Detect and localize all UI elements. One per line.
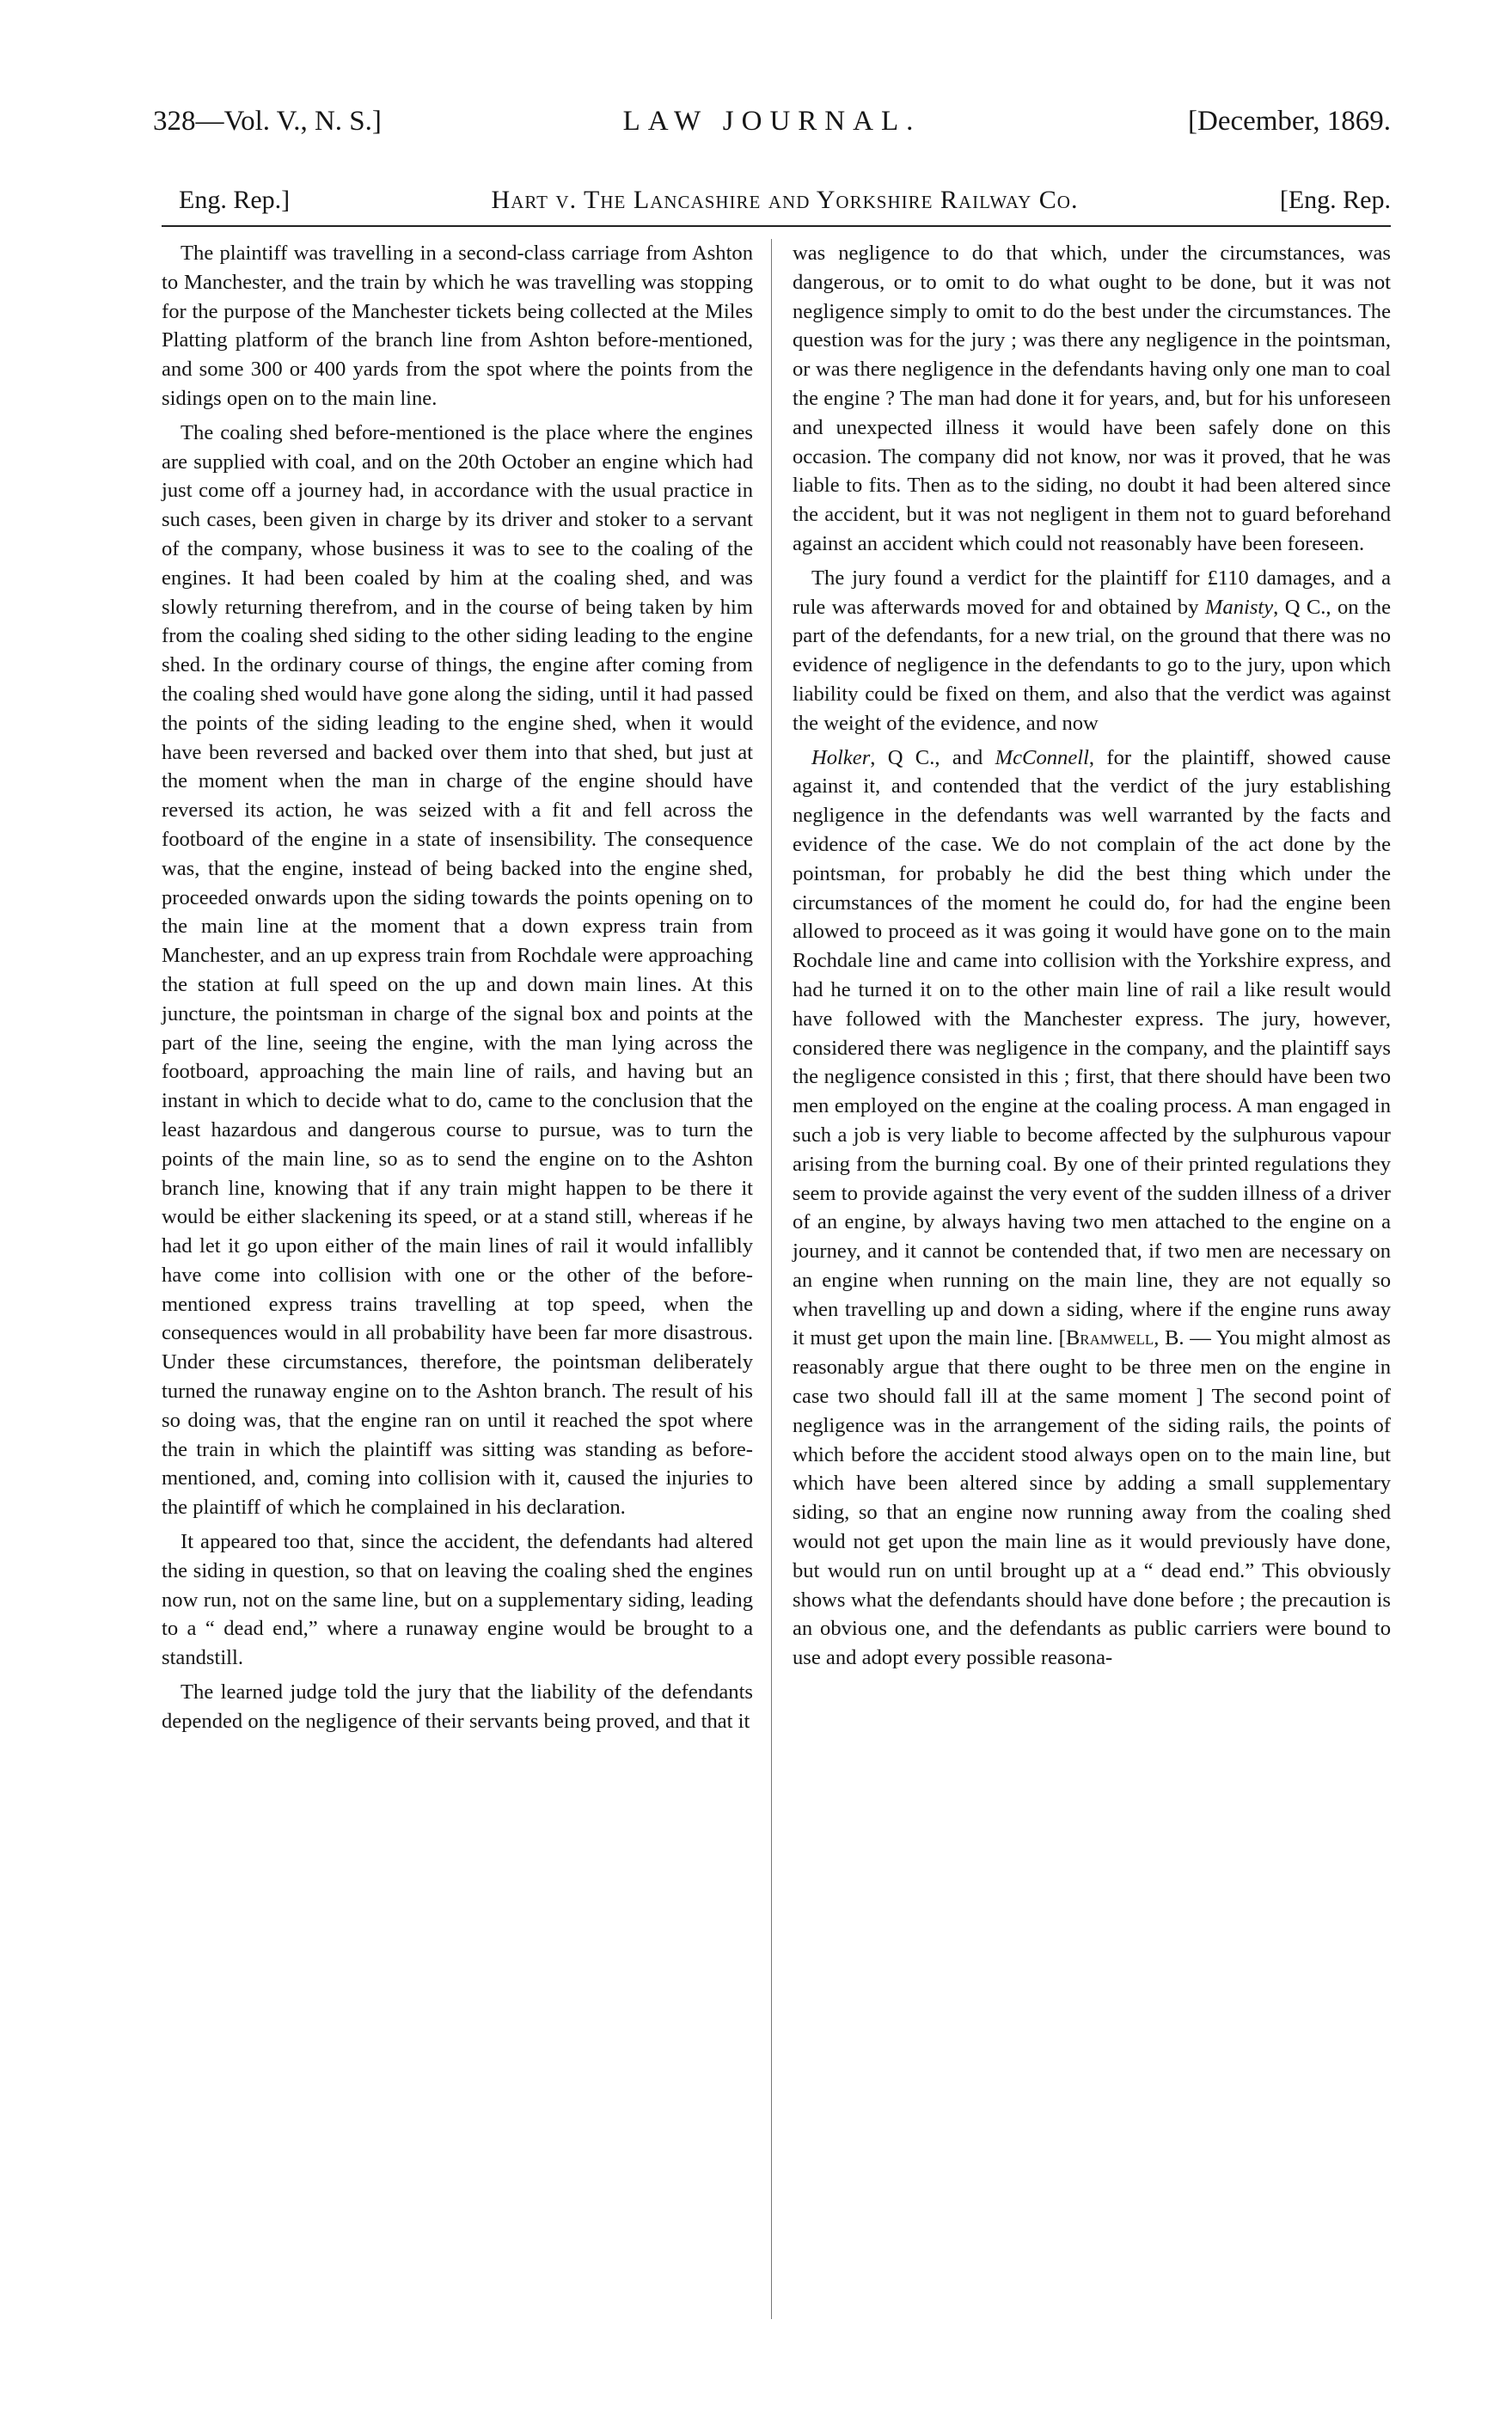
- right-column: [793, 239, 1391, 1678]
- text-run: , Q C., and: [870, 745, 983, 769]
- paragraph: was negligence to do that which, under the circumstances, was dangerous, or to omit to do what ought to be done, but it was not negligence simply to omit to do the best under the circumstances. The question was for the jury ; was there any negligence in the pointsman, or was there negligence in the defendants having only one man to coal the engine ? The man had done it for years, and, but for his unforeseen and unexpected illness it would have been safely done on this occasion. The company did not know, nor was it proved, that he was liable to fits. Then as to the siding, no doubt it had been altered since the accident, but it was not negligent in them not to guard beforehand against an accident which could not reasonably have been foreseen.: [793, 242, 1391, 555]
- left-column: [162, 239, 753, 1741]
- report-label-right: [Eng. Rep.: [1279, 186, 1391, 214]
- case-header: [179, 181, 1391, 220]
- paragraph: The learned judge told the jury that the liability of the defendants depended on the negligence of their servants being proved, and that it: [162, 1680, 753, 1733]
- counsel-name: McConnell: [995, 745, 1089, 769]
- judge-name: Bramwell, B.: [1065, 1326, 1185, 1350]
- paragraph: [793, 564, 1391, 738]
- paragraph: It appeared too that, since the accident, the defendants had altered the siding in question, so that on leaving the coaling shed the engines now run, not on the same line, but on a supplementary siding, leading to a “ dead end,” where a runaway engine would be brought to a standstill.: [162, 1530, 753, 1670]
- counsel-name: Manisty: [1204, 595, 1274, 619]
- counsel-name: Holker: [811, 745, 871, 769]
- paragraph: [793, 744, 1391, 1674]
- paragraph: The plaintiff was travelling in a second-class carriage from Ashton to Manchester, and the train by which he was travelling was stopping for the purpose of the Manchester tickets being collected at the Miles Platting platform of the branch line from Ashton before-mentioned, and some 300 or 400 yards from the spot where the points from the sidings open on to the main line.: [162, 242, 753, 410]
- header-rule: [162, 225, 1391, 227]
- report-label-left: Eng. Rep.]: [179, 186, 291, 214]
- paragraph: The coaling shed before-mentioned is the place where the engines are supplied with coal, and on the 20th October an engine which had just come off a journey had, in accordance with the usual practice in such cases, been given in charge by its driver and stoker to a servant of the company, whose business it was to see to the coaling of the engines. It had been coaled by him at the coaling shed, and was slowly returning therefrom, and in the course of being taken by him from the coaling shed siding to the other siding leading to the engine shed. In the ordinary course of things, the engine after coming from the coaling shed would have gone along the siding, until it had passed the points of the siding leading to the engine shed, when it would have been reversed and backed over them into that shed, but just at the moment when the man in charge of the engine should have reversed its action, he was seized with a fit and fell across the footboard of the engine in a state of insensibility. The consequence was, that the engine, instead of being backed into the engine shed, proceeded onwards upon the siding towards the points opening on to the main line at the moment that a down express train from Manchester, and an up express train from Rochdale were approaching the station at full speed on the up and down main lines. At this juncture, the pointsman in charge of the signal box and points at the part of the line, seeing the engine, with the man lying across the footboard, approaching the main line of rails, and having but an instant in which to decide what to do, came to the conclusion that the least hazardous and dangerous course to pursue, was to turn the points of the main line, so as to send the engine on to the Ashton branch line, knowing that if any train might happen to be there it would be either slackening its speed, or at a stand still, whereas if he had let it go upon either of the main lines of rail it would infallibly have come into collision with one or the other of the before-mentioned express trains travelling at top speed, when the consequences would in all probability have been far more disastrous. Under these circumstances, therefore, the pointsman deliberately turned the runaway engine on to the Ashton branch. The result of his so doing was, that the engine ran on until it reached the spot where the train in which the plaintiff was sitting was standing as before-mentioned, and, coming into collision with it, caused the injuries to the plaintiff of which he complained in his declaration.: [162, 420, 753, 1520]
- issue-date: [December, 1869.: [1188, 106, 1391, 137]
- page-number-volume: 328—Vol. V., N. S.]: [153, 106, 382, 137]
- text-run: — You might almost as reasonably argue that there ought to be three men on the engine in case two should fall ill at the same moment ] The second point of negligence was in the arrangement of the siding rails, the points of which before the accident stood always open on to the main line, but which have been altered since by adding a small supplementary siding, so that an engine now running away from the coaling shed would not get upon the main line as it would previously have done, but would run on until brought up at a “ dead end.” This obviously shows what the defendants should have done before ; the precaution is an obvious one, and the defendants as public carriers were bound to use and adopt every possible reasona-: [793, 1326, 1391, 1670]
- case-title: Hart v. The Lancashire and Yorkshire Railway Co.: [491, 186, 1079, 214]
- running-header: [153, 100, 1391, 143]
- journal-title: LAW JOURNAL.: [622, 106, 921, 137]
- text-run: The jury found a verdict for the plaintiff for £110 damages, and a rule was afterwards moved for and obtained by: [793, 566, 1391, 619]
- text-run: , Q C., on the part of the defendants, for a new trial, on the ground that there was no evidence of negligence in the defendants to go to the jury, upon which liability could be fixed on them, and also that the verdict was against the weight of the evidence, and now: [793, 595, 1392, 735]
- text-run: , for the plaintiff, showed cause against it, and contended that the verdict of the jury establishing negligence in the defendants was well warranted by the facts and evidence of the case. We do not complain of the act done by the pointsman, for probably he did the best thing which under the circumstances of the moment he could do, for had the engine been allowed to proceed as it was going it would have gone on to the main Rochdale line and came into collision with the Yorkshire express, and had he turned it on to the other main line of rail a like result would have followed with the Manchester express. The jury, however, considered there was negligence in the company, and the plaintiff says the negligence consisted in this ; first, that there should have been two men employed on the engine at the coaling process. A man engaged in such a job is very liable to become affected by the sulphurous vapour arising from the burning coal. By one of their printed regulations they seem to provide against the very event of the sudden illness of a driver of an engine, by always having two men attached to the engine on a journey, and it cannot be contended that, if two men are necessary on an engine when running on the main line, they are not equally so when travelling up and down a siding, where if the engine runs away it must get upon the main line. [: [793, 745, 1391, 1350]
- column-divider: [771, 239, 772, 2319]
